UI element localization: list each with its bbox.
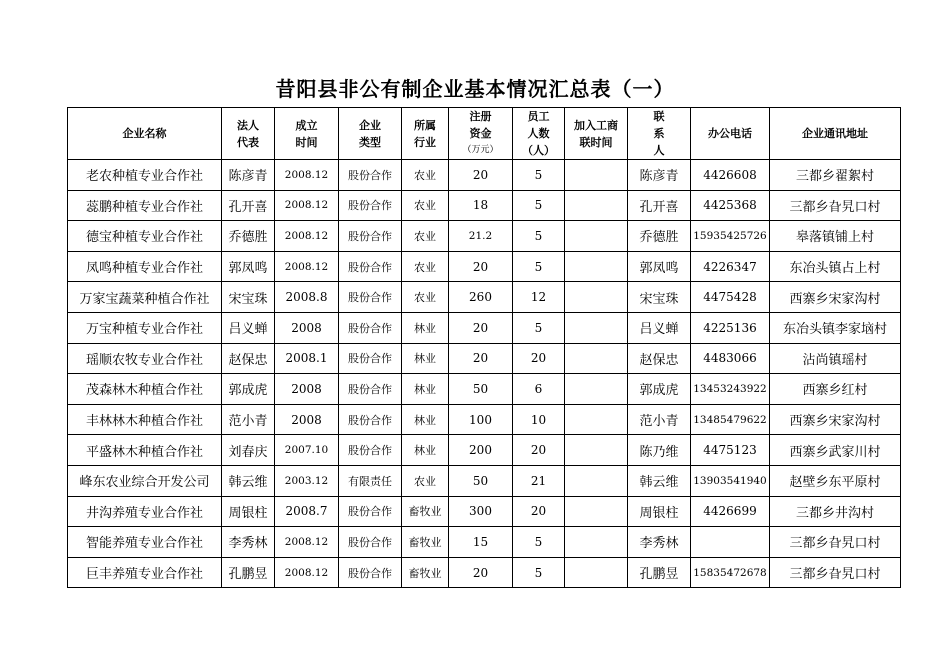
company-name-cell: 德宝种植专业合作社 (68, 221, 222, 252)
company-name-cell: 茂森林木种植合作社 (68, 374, 222, 405)
contact-person-cell: 陈彦青 (628, 160, 691, 191)
document-title: 昔阳县非公有制企业基本情况汇总表（一） (275, 77, 675, 101)
employee-count-cell: 20 (513, 435, 565, 466)
contact-person-cell: 孔开喜 (628, 190, 691, 221)
table-row (68, 312, 901, 343)
employee-count-cell: 5 (513, 160, 565, 191)
office-phone-cell: 4226347 (691, 251, 770, 282)
founded-date-cell: 2008.7 (275, 496, 339, 527)
industry-cell: 林业 (402, 374, 449, 405)
join-date-cell (565, 557, 628, 588)
join-date-cell (565, 404, 628, 435)
contact-person-cell: 孔鹏昱 (628, 557, 691, 588)
office-phone-cell: 15835472678 (691, 557, 770, 588)
founded-date-cell: 2008.12 (275, 251, 339, 282)
header-office-phone: 办公电话 (691, 108, 770, 160)
table-row (68, 343, 901, 374)
legal-rep-cell: 吕义蝉 (222, 312, 275, 343)
office-phone-cell (691, 527, 770, 558)
office-phone-cell: 4225136 (691, 312, 770, 343)
company-name-cell: 老农种植专业合作社 (68, 160, 222, 191)
enterprise-summary-table (67, 107, 901, 588)
contact-person-cell: 吕义蝉 (628, 312, 691, 343)
employee-count-cell: 6 (513, 374, 565, 405)
table-row (68, 190, 901, 221)
registered-capital-cell: 20 (449, 251, 513, 282)
legal-rep-cell: 韩云维 (222, 465, 275, 496)
industry-cell: 畜牧业 (402, 496, 449, 527)
company-type-cell: 股份合作 (339, 435, 402, 466)
industry-cell: 林业 (402, 343, 449, 374)
industry-cell: 畜牧业 (402, 527, 449, 558)
company-name-cell: 丰林林木种植合作社 (68, 404, 222, 435)
registered-capital-cell: 20 (449, 343, 513, 374)
company-name-cell: 万家宝蔬菜种植合作社 (68, 282, 222, 313)
legal-rep-cell: 郭成虎 (222, 374, 275, 405)
employee-count-cell: 5 (513, 221, 565, 252)
address-cell: 三都乡旮旯口村 (770, 557, 901, 588)
header-company-type: 企业 类型 (339, 108, 402, 160)
join-date-cell (565, 221, 628, 252)
office-phone-cell: 13903541940 (691, 465, 770, 496)
join-date-cell (565, 343, 628, 374)
employee-count-cell: 20 (513, 496, 565, 527)
table-header-row (68, 108, 901, 160)
table-row (68, 160, 901, 191)
join-date-cell (565, 435, 628, 466)
company-type-cell: 股份合作 (339, 343, 402, 374)
join-date-cell (565, 465, 628, 496)
address-cell: 皋落镇铺上村 (770, 221, 901, 252)
company-type-cell: 股份合作 (339, 282, 402, 313)
industry-cell: 林业 (402, 404, 449, 435)
office-phone-cell: 4475428 (691, 282, 770, 313)
address-cell: 西寨乡宋家沟村 (770, 404, 901, 435)
company-type-cell: 股份合作 (339, 251, 402, 282)
join-date-cell (565, 527, 628, 558)
contact-person-cell: 陈乃维 (628, 435, 691, 466)
employee-count-cell: 5 (513, 251, 565, 282)
table-row (68, 404, 901, 435)
join-date-cell (565, 190, 628, 221)
legal-rep-cell: 陈彦青 (222, 160, 275, 191)
address-cell: 三都乡旮旯口村 (770, 190, 901, 221)
founded-date-cell: 2008 (275, 374, 339, 405)
office-phone-cell: 13485479622 (691, 404, 770, 435)
table-row (68, 435, 901, 466)
office-phone-cell: 15935425726 (691, 221, 770, 252)
office-phone-cell: 4483066 (691, 343, 770, 374)
company-type-cell: 股份合作 (339, 160, 402, 191)
contact-person-cell: 赵保忠 (628, 343, 691, 374)
company-type-cell: 股份合作 (339, 312, 402, 343)
contact-person-cell: 周银柱 (628, 496, 691, 527)
header-address: 企业通讯地址 (770, 108, 901, 160)
address-cell: 东冶头镇李家垴村 (770, 312, 901, 343)
founded-date-cell: 2008.8 (275, 282, 339, 313)
founded-date-cell: 2008.12 (275, 557, 339, 588)
registered-capital-cell: 15 (449, 527, 513, 558)
contact-person-cell: 宋宝珠 (628, 282, 691, 313)
company-name-cell: 蕊鹏种植专业合作社 (68, 190, 222, 221)
company-type-cell: 有限责任 (339, 465, 402, 496)
table-body (68, 160, 901, 588)
industry-cell: 农业 (402, 190, 449, 221)
founded-date-cell: 2008.1 (275, 343, 339, 374)
industry-cell: 农业 (402, 221, 449, 252)
header-employee-count: 员工 人数 （人） (513, 108, 565, 160)
join-date-cell (565, 374, 628, 405)
legal-rep-cell: 周银柱 (222, 496, 275, 527)
industry-cell: 农业 (402, 465, 449, 496)
contact-person-cell: 韩云维 (628, 465, 691, 496)
table-row (68, 496, 901, 527)
founded-date-cell: 2008.12 (275, 221, 339, 252)
contact-person-cell: 乔德胜 (628, 221, 691, 252)
table-row (68, 251, 901, 282)
address-cell: 西寨乡红村 (770, 374, 901, 405)
header-contact-person: 联 系 人 (628, 108, 691, 160)
company-name-cell: 万宝种植专业合作社 (68, 312, 222, 343)
registered-capital-cell: 18 (449, 190, 513, 221)
join-date-cell (565, 160, 628, 191)
company-name-cell: 凤鸣种植专业合作社 (68, 251, 222, 282)
table-row (68, 374, 901, 405)
join-date-cell (565, 251, 628, 282)
industry-cell: 畜牧业 (402, 557, 449, 588)
table-row (68, 557, 901, 588)
office-phone-cell: 13453243922 (691, 374, 770, 405)
header-industry: 所属 行业 (402, 108, 449, 160)
industry-cell: 农业 (402, 251, 449, 282)
company-type-cell: 股份合作 (339, 404, 402, 435)
founded-date-cell: 2003.12 (275, 465, 339, 496)
company-type-cell: 股份合作 (339, 221, 402, 252)
header-legal-rep: 法人 代表 (222, 108, 275, 160)
industry-cell: 林业 (402, 435, 449, 466)
company-name-cell: 井沟养殖专业合作社 (68, 496, 222, 527)
legal-rep-cell: 宋宝珠 (222, 282, 275, 313)
office-phone-cell: 4426608 (691, 160, 770, 191)
address-cell: 西寨乡武家川村 (770, 435, 901, 466)
industry-cell: 农业 (402, 160, 449, 191)
founded-date-cell: 2008.12 (275, 160, 339, 191)
address-cell: 赵壁乡东平原村 (770, 465, 901, 496)
contact-person-cell: 李秀林 (628, 527, 691, 558)
header-company-name: 企业名称 (68, 108, 222, 160)
company-type-cell: 股份合作 (339, 190, 402, 221)
founded-date-cell: 2008 (275, 404, 339, 435)
header-founded-date: 成立 时间 (275, 108, 339, 160)
registered-capital-cell: 100 (449, 404, 513, 435)
employee-count-cell: 12 (513, 282, 565, 313)
founded-date-cell: 2008.12 (275, 190, 339, 221)
industry-cell: 农业 (402, 282, 449, 313)
industry-cell: 林业 (402, 312, 449, 343)
employee-count-cell: 5 (513, 190, 565, 221)
registered-capital-cell: 200 (449, 435, 513, 466)
company-name-cell: 平盛林木种植合作社 (68, 435, 222, 466)
table-row (68, 527, 901, 558)
office-phone-cell: 4475123 (691, 435, 770, 466)
address-cell: 三都乡翟絮村 (770, 160, 901, 191)
employee-count-cell: 5 (513, 312, 565, 343)
company-type-cell: 股份合作 (339, 557, 402, 588)
registered-capital-cell: 50 (449, 465, 513, 496)
contact-person-cell: 郭凤鸣 (628, 251, 691, 282)
company-name-cell: 瑶顺农牧专业合作社 (68, 343, 222, 374)
registered-capital-cell: 20 (449, 160, 513, 191)
employee-count-cell: 5 (513, 527, 565, 558)
legal-rep-cell: 赵保忠 (222, 343, 275, 374)
header-registered-capital: 注册 资金 （万元） (449, 108, 513, 160)
founded-date-cell: 2007.10 (275, 435, 339, 466)
founded-date-cell: 2008.12 (275, 527, 339, 558)
company-type-cell: 股份合作 (339, 527, 402, 558)
table-row (68, 221, 901, 252)
registered-capital-cell: 50 (449, 374, 513, 405)
office-phone-cell: 4426699 (691, 496, 770, 527)
registered-capital-cell: 260 (449, 282, 513, 313)
legal-rep-cell: 孔鹏昱 (222, 557, 275, 588)
registered-capital-cell: 20 (449, 557, 513, 588)
address-cell: 西寨乡宋家沟村 (770, 282, 901, 313)
legal-rep-cell: 李秀林 (222, 527, 275, 558)
table-row (68, 282, 901, 313)
employee-count-cell: 10 (513, 404, 565, 435)
employee-count-cell: 20 (513, 343, 565, 374)
founded-date-cell: 2008 (275, 312, 339, 343)
legal-rep-cell: 刘春庆 (222, 435, 275, 466)
employee-count-cell: 5 (513, 557, 565, 588)
legal-rep-cell: 乔德胜 (222, 221, 275, 252)
employee-count-cell: 21 (513, 465, 565, 496)
office-phone-cell: 4425368 (691, 190, 770, 221)
company-name-cell: 巨丰养殖专业合作社 (68, 557, 222, 588)
join-date-cell (565, 312, 628, 343)
join-date-cell (565, 282, 628, 313)
legal-rep-cell: 孔开喜 (222, 190, 275, 221)
contact-person-cell: 郭成虎 (628, 374, 691, 405)
company-type-cell: 股份合作 (339, 496, 402, 527)
legal-rep-cell: 范小青 (222, 404, 275, 435)
company-type-cell: 股份合作 (339, 374, 402, 405)
address-cell: 东冶头镇占上村 (770, 251, 901, 282)
registered-capital-cell: 21.2 (449, 221, 513, 252)
table-row (68, 465, 901, 496)
address-cell: 三都乡井沟村 (770, 496, 901, 527)
contact-person-cell: 范小青 (628, 404, 691, 435)
company-name-cell: 峰东农业综合开发公司 (68, 465, 222, 496)
company-name-cell: 智能养殖专业合作社 (68, 527, 222, 558)
legal-rep-cell: 郭凤鸣 (222, 251, 275, 282)
registered-capital-cell: 300 (449, 496, 513, 527)
header-join-date: 加入工商 联时间 (565, 108, 628, 160)
join-date-cell (565, 496, 628, 527)
address-cell: 三都乡旮旯口村 (770, 527, 901, 558)
registered-capital-cell: 20 (449, 312, 513, 343)
address-cell: 沾尚镇瑶村 (770, 343, 901, 374)
